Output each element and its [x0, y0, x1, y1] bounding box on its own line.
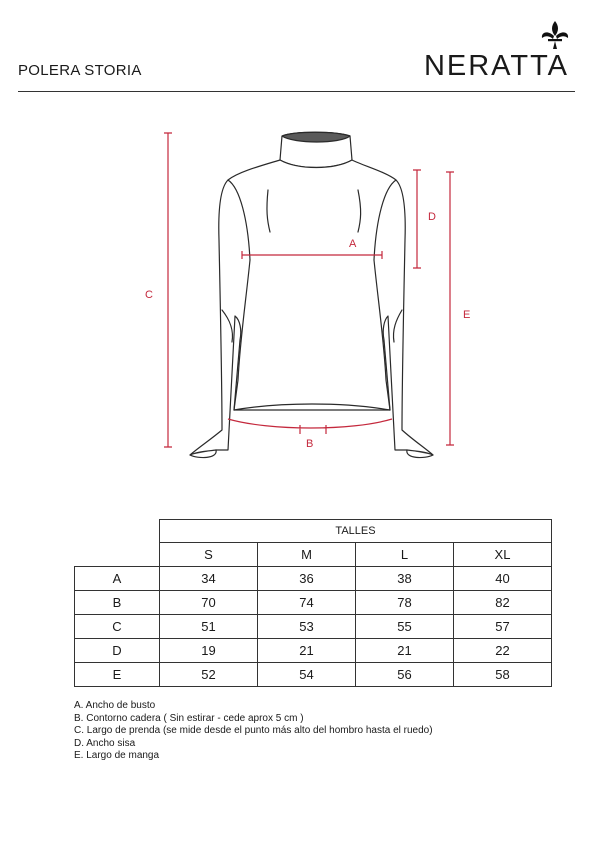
legend-item: B. Contorno cadera ( Sin estirar - cede aprox 5 cm ): [74, 712, 304, 724]
legend-item: E. Largo de manga: [74, 750, 160, 761]
measure-label-c: C: [145, 289, 153, 301]
table-cell: 22: [454, 639, 552, 663]
table-cell: 19: [160, 639, 258, 663]
table-cell: 53: [258, 615, 356, 639]
measure-line-d: [413, 170, 421, 268]
table-cell: 51: [160, 615, 258, 639]
turtleneck-sweater-illustration: [190, 132, 433, 457]
table-cell: 57: [454, 615, 552, 639]
table-cell: 52: [160, 663, 258, 687]
header-divider: [18, 91, 575, 92]
legend-item: C. Largo de prenda (se mide desde el punto más alto del hombro hasta el ruedo): [74, 725, 433, 736]
table-cell: 54: [258, 663, 356, 687]
table-header-row: [75, 543, 552, 567]
row-label: D: [75, 639, 160, 663]
table-caption: TALLES: [160, 520, 552, 543]
table-cell: 55: [356, 615, 454, 639]
table-cell: 34: [160, 567, 258, 591]
table-row: [75, 639, 552, 663]
garment-diagram: [130, 120, 480, 470]
measure-label-a: A: [349, 238, 357, 250]
legend-item: A. Ancho de busto: [74, 700, 156, 711]
table-cell: 58: [454, 663, 552, 687]
table-cell: 70: [160, 591, 258, 615]
table-cell: 56: [356, 663, 454, 687]
size-table: [74, 519, 552, 687]
measurement-legend: [74, 700, 433, 763]
measure-label-b: B: [306, 438, 314, 450]
brand-logo: NERATTA: [423, 50, 569, 82]
size-header: XL: [454, 543, 552, 567]
table-row: [75, 663, 552, 687]
table-cell: 78: [356, 591, 454, 615]
measure-line-e: [446, 172, 454, 445]
row-label: B: [75, 591, 160, 615]
table-cell: 38: [356, 567, 454, 591]
measure-line-b: [228, 419, 392, 434]
fleur-de-lis-logo-icon: [538, 20, 572, 50]
table-cell: 21: [258, 639, 356, 663]
legend-item: D. Ancho sisa: [74, 737, 136, 749]
size-header: M: [258, 543, 356, 567]
size-header: S: [160, 543, 258, 567]
table-cell: 36: [258, 567, 356, 591]
table-cell: 21: [356, 639, 454, 663]
size-header: L: [356, 543, 454, 567]
table-cell: 82: [454, 591, 552, 615]
measure-line-c: [164, 133, 172, 447]
table-row: [75, 591, 552, 615]
measure-label-d: D: [428, 211, 436, 223]
table-cell: 74: [258, 591, 356, 615]
product-title: POLERA STORIA: [18, 62, 142, 79]
row-label: A: [75, 567, 160, 591]
row-label: E: [75, 663, 160, 687]
row-label: C: [75, 615, 160, 639]
measure-label-e: E: [463, 309, 471, 321]
table-row: [75, 615, 552, 639]
table-caption-row: [75, 520, 552, 543]
table-row: [75, 567, 552, 591]
table-cell: 40: [454, 567, 552, 591]
